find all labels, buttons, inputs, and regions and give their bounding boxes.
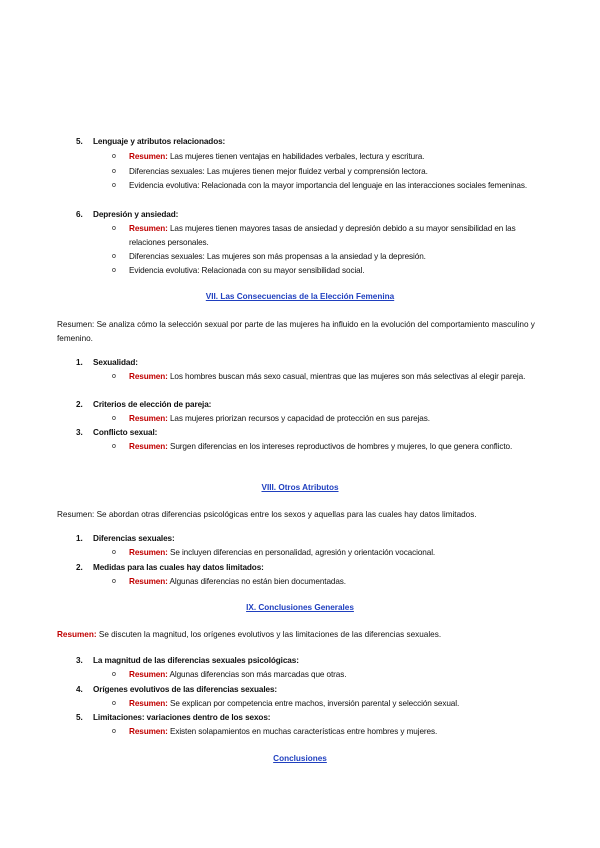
list-item: Diferencias sexuales: Las mujeres tienen mejor fluidez verbal y comprensión lectora. — [129, 167, 428, 176]
list-heading: Diferencias sexuales: — [93, 534, 175, 543]
bullet-icon: o — [112, 549, 116, 556]
bullet-icon: o — [112, 253, 116, 260]
item-text: Existen solapamientos en muchas características entre hombres y mujeres. — [167, 727, 438, 736]
list-number: 4. — [76, 685, 83, 694]
list-heading: Criterios de elección de pareja: — [93, 400, 212, 409]
summary-label: Resumen: — [57, 630, 97, 639]
list-item — [129, 575, 549, 589]
bullet-icon: o — [112, 225, 116, 232]
section-summary — [57, 628, 547, 642]
list-item — [129, 697, 549, 711]
list-item — [129, 668, 549, 682]
section-title-link[interactable]: IX. Conclusiones Generales — [246, 603, 354, 612]
item-text: Algunas diferencias no están bien documentadas. — [167, 577, 346, 586]
summary-label: Resumen: — [129, 414, 168, 423]
bullet-icon: o — [112, 671, 116, 678]
summary-label: Resumen: — [129, 224, 168, 233]
list-number: 1. — [76, 534, 83, 543]
list-number: 6. — [76, 210, 83, 219]
summary-label: Resumen: — [129, 152, 168, 161]
list-item — [129, 150, 549, 164]
list-number: 2. — [76, 400, 83, 409]
list-number: 3. — [76, 428, 83, 437]
summary-label: Resumen: — [129, 442, 168, 451]
item-text: Se explican por competencia entre machos, inversión parental y selección sexual. — [167, 699, 460, 708]
section-title-link[interactable]: VII. Las Consecuencias de la Elección Femenina — [205, 292, 395, 301]
bullet-icon: o — [112, 415, 116, 422]
bullet-icon: o — [112, 373, 116, 380]
summary-label: Resumen: — [129, 548, 168, 557]
list-heading: Medidas para las cuales hay datos limitados: — [93, 563, 264, 572]
list-number: 3. — [76, 656, 83, 665]
bullet-icon: o — [112, 168, 116, 175]
list-item — [129, 370, 529, 384]
list-item — [129, 725, 549, 739]
item-text: Los hombres buscan más sexo casual, mientras que las mujeres son más selectivas al elegir pareja. — [167, 372, 526, 381]
list-number: 5. — [76, 713, 83, 722]
list-heading: Depresión y ansiedad: — [93, 210, 179, 219]
bullet-icon: o — [112, 728, 116, 735]
list-heading: La magnitud de las diferencias sexuales psicológicas: — [93, 656, 299, 665]
list-number: 2. — [76, 563, 83, 572]
list-heading: Limitaciones: variaciones dentro de los sexos: — [93, 713, 271, 722]
list-item — [129, 222, 549, 250]
summary-text: Se discuten la magnitud, los orígenes evolutivos y las limitaciones de las diferencias sexuales. — [96, 630, 442, 639]
summary-label: Resumen: — [129, 372, 168, 381]
list-number: 1. — [76, 358, 83, 367]
list-heading: Orígenes evolutivos de las diferencias sexuales: — [93, 685, 278, 694]
summary-label: Resumen: — [129, 670, 168, 679]
summary-label: Resumen: — [129, 699, 168, 708]
bullet-icon: o — [112, 443, 116, 450]
section-summary: Resumen: Se analiza cómo la selección sexual por parte de las mujeres ha influido en la evolución del comportamiento masculino y femenino. — [57, 320, 535, 343]
list-heading: Conflicto sexual: — [93, 428, 158, 437]
bullet-icon: o — [112, 700, 116, 707]
item-text: Algunas diferencias son más marcadas que otras. — [167, 670, 347, 679]
list-item — [129, 412, 549, 426]
item-text: Las mujeres tienen mayores tasas de ansiedad y depresión debido a su mayor sensibilidad en las relaciones personales. — [129, 224, 516, 247]
bullet-icon: o — [112, 267, 116, 274]
list-item — [129, 546, 549, 560]
bullet-icon: o — [112, 153, 116, 160]
list-heading: Lenguaje y atributos relacionados: — [93, 137, 226, 146]
conclusions-title-link[interactable]: Conclusiones — [273, 754, 327, 763]
section-title-link[interactable]: VIII. Otros Atributos — [261, 483, 339, 492]
item-text: Las mujeres tienen ventajas en habilidades verbales, lectura y escritura. — [167, 152, 425, 161]
list-item: Evidencia evolutiva: Relacionada con la mayor importancia del lenguaje en las interacciones sociales femeninas. — [129, 181, 528, 190]
section-summary: Resumen: Se abordan otras diferencias psicológicas entre los sexos y aquellas para las cuales hay datos limitados. — [57, 510, 477, 519]
bullet-icon: o — [112, 578, 116, 585]
summary-label: Resumen: — [129, 577, 168, 586]
list-heading: Sexualidad: — [93, 358, 138, 367]
list-number: 5. — [76, 137, 83, 146]
item-text: Surgen diferencias en los intereses reproductivos de hombres y mujeres, lo que genera conflicto. — [167, 442, 513, 451]
item-text: Las mujeres priorizan recursos y capacidad de protección en sus parejas. — [167, 414, 430, 423]
bullet-icon: o — [112, 182, 116, 189]
list-item — [129, 440, 529, 454]
list-item: Evidencia evolutiva: Relacionada con su mayor sensibilidad social. — [129, 266, 365, 275]
list-item: Diferencias sexuales: Las mujeres son más propensas a la ansiedad y la depresión. — [129, 252, 426, 261]
item-text: Se incluyen diferencias en personalidad, agresión y orientación vocacional. — [167, 548, 436, 557]
summary-label: Resumen: — [129, 727, 168, 736]
